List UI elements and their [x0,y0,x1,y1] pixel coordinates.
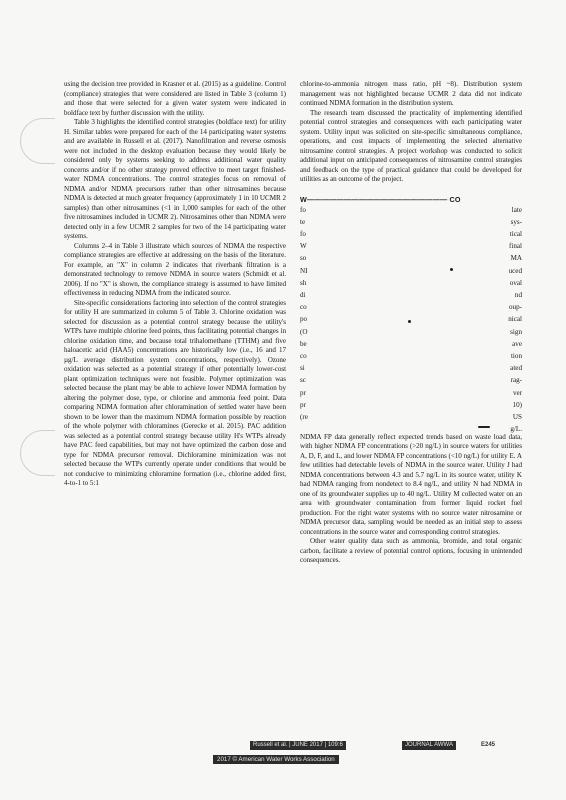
paragraph: using the decision tree provided in Krasner et al. (2015) as a guideline. Control (compliance) strategies that were considered are listed in Table 3 (column 1) and those that were selected for a given water system were indicated in boldface text by further discussion with the utility. [64,80,286,117]
copyright-text: 2017 © American Water Works Association [213,755,339,764]
paragraph: Other water quality data such as ammonia, bromide, and total organic carbon, facilitate a review of potential control options, focusing in unintended consequences. [300,537,522,564]
text-fragment: fo [300,229,306,238]
binder-hole-mark [20,118,55,164]
text-fragment: ated [510,364,522,373]
binder-hole-mark [20,430,55,476]
redacted-region [300,206,522,433]
text-fragment: final [509,242,522,251]
text-fragment: ver [512,388,522,397]
text-fragment: co [300,303,307,312]
redacted-left-fragments [300,206,310,433]
text-fragment: ave [512,339,522,348]
text-fragment: te [300,217,306,226]
text-fragment: late [511,205,522,214]
text-fragment: (O [300,327,308,336]
copyright-footer [0,755,566,765]
text-fragment: di [300,290,306,299]
text-fragment: co [300,351,307,360]
redaction-speck [478,426,490,428]
text-fragment: uced [508,266,522,275]
paragraph: Site-specific considerations factoring into selection of the control strategies for utility H are summarized in column 5 of Table 3. Chlorine oxidation was selected for discussion as a potential control strategy because the utility's WTPs have multiple chlorine feed points, thus facilitating potential changes in chlorine oxidation time, and because total trihalomethane (TTHM) and five haloacetic acid (HAA5) concentrations are historically low (i.e., 16 and 17 µg/L average distribution system concentrations, respectively). Ozone oxidation was selected as a potential strategy if other potentially lower-cost plant optimization techniques were not feasible. Polymer optimization was selected because the plant may be able to achieve lower NDMA formation by altering the polymer dose, type, or chlorine and ammonia feed point. Data comparing NDMA formation after chloramination of settled water have been shown to be lower than the maximum NDMA formation possible by reaction of the whole polymer with chloramines (Gerecke et al. 2015). PAC addition was selected as a potential control strategy because utility H's WTPs already have PAC feed capabilities, but may not have optimized the carbon dose and type for NDMA precursor removal. Dichloramine minimization was not selected because the WTPs currently operate under conditions that would be not conducive to minimizing chloramine formation (i.e., chlorine added first, 4-to-1 to 5:1 [64,298,286,487]
text-fragment: sys- [510,217,522,226]
text-fragment: g/L. [510,425,522,434]
text-fragment: tical [509,229,522,238]
text-fragment: nical [508,315,522,324]
text-fragment: NI [300,266,308,275]
text-fragment: sh [300,278,307,287]
paragraph: The research team discussed the practicality of implementing identified potential control strategies and consequences with each participating water system. Utility input was solicited on site-specific simultaneous compliance, operations, and cost impacts of implementing the selected alternative nitrosamine control strategies. A project workshop was conducted to solicit additional input on anticipated consequences of nitrosamine control strategies and feedback on the type of practical guidance that could be developed for utilities as an outcome of the project. [300,108,522,183]
text-fragment: tion [510,351,522,360]
journal-name-box: JOURNAL AWWA [402,741,456,750]
redaction-speck [450,268,453,271]
text-fragment: sc [300,376,306,385]
paragraph: Columns 2–4 in Table 3 illustrate which sources of NDMA the respective compliance strategies are effective at addressing on the basis of the literature. For example, an "X" in column 2 indicates that riverbank filtration is a demonstrated technology to remove NDMA in source waters (Schmidt et al. 2006). If no "X" is shown, the compliance strategy is assumed to have limited effectiveness in reducing NDMA from the indicated source. [64,241,286,297]
right-text-column [300,80,522,566]
text-fragment: pr [300,388,306,397]
text-fragment: 10) [512,400,522,409]
text-fragment: nd [514,290,522,299]
text-fragment: so [300,254,307,263]
section-heading: W——————————————————— CO [300,194,461,204]
journal-citation: Russell et al. | JUNE 2017 | 109:6 [250,741,346,750]
redaction-speck [408,320,411,323]
text-fragment: MA [510,254,522,263]
text-fragment: W [300,242,307,251]
text-fragment: sign [510,327,522,336]
text-fragment: si [300,364,305,373]
text-fragment: rag- [510,376,522,385]
text-fragment: US [512,412,522,421]
journal-footer [0,741,566,751]
text-fragment: oup- [508,303,522,312]
paragraph: chlorine-to-ammonia nitrogen mass ratio, pH ~8). Distribution system management was not highlighted because UCMR 2 data did not indicate continued NDMA formation in the distribution system. [300,80,522,107]
left-text-column [64,80,286,489]
page-number: E245 [481,742,496,748]
redacted-right-fragments [510,206,522,433]
paragraph: Table 3 highlights the identified control strategies (boldface text) for utility H. Similar tables were prepared for each of the 14 participating water systems and are available in Russell et al. (2017). Nanofiltration and reverse osmosis were not included in the desktop evaluation because they would likely be considered only by systems seeking to address additional water quality concerns and/or if no other strategy proved effective to meet target finished-water NDMA concentrations. The control strategies focus on removal of NDMA and/or NDMA precursors rather than other nitrosamines because NDMA is detected at much greater frequency (approximately 1 in 10 UCMR 2 samples) than other nitrosamines (<1 in 1,000 samples for each of the other five nitrosamines included in UCMR 2). Nitrosamines other than NDMA were detected only in a few UCMR 2 samples for two of the 14 participating water systems. [64,118,286,240]
paragraph: NDMA FP data generally reflect expected trends based on waste load data, with higher NDMA FP concentrations (>20 ng/L) in source waters for utilities A, D, F, and L, and lower NDMA FP concentrations (<10 ng/L) for utility E. A few utilities had detectable levels of NDMA in the source water. Utility J had NDMA concentrations between 4.3 and 5.7 ng/L in its source water, utility K had NDMA ranging from nondetect to 8.4 ng/L, and utility N had NDMA in one of its groundwater supplies up to 40 ng/L. Utility M collected water on an area with groundwater contamination from former liquid rocket fuel production. For the right water systems with no source water nitrosamine or NDMA precursor data, sampling would be needed as an initial step to assess concentrations in the source water and corresponding control strategies. [300,432,522,536]
text-fragment: be [300,339,307,348]
text-fragment: po [300,315,308,324]
text-fragment: oval [509,278,522,287]
text-fragment: (re [300,412,308,421]
continued-text [300,433,522,566]
text-fragment: fo [300,205,306,214]
text-fragment: pr [300,400,306,409]
